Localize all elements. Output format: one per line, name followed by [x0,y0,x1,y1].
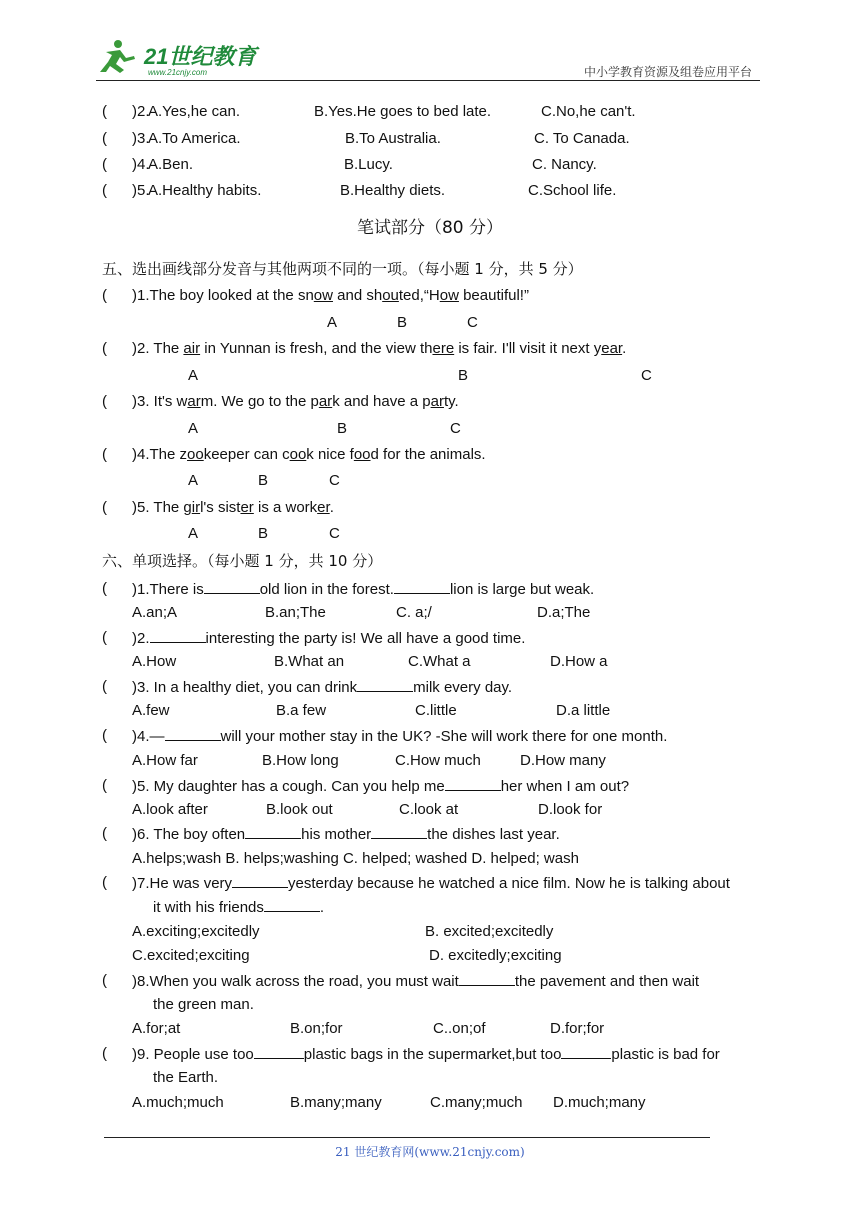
s6-q1-opt-c: C. a;/ [396,604,432,621]
s6-q8-opt-a: A.for;at [132,1020,181,1037]
listening-q3-b: B.To Australia. [345,130,441,147]
s6-q3-opt-d: D.a little [556,702,611,719]
site-logo [96,38,266,78]
answer-blank [204,579,260,594]
s6-q4-opt-d: D.How many [520,752,606,769]
s6-q4-opt-a: A.How far [132,752,198,769]
s6-q5-opt-c: C.look at [399,801,459,818]
s6-q1-stem: )1.There is old lion in the forest. lion is large but weak. [132,581,595,598]
s6-paren: ( [102,727,107,744]
s6-q1-opt-a: A.an;A [132,604,178,621]
s5-q3-label-c: C [450,420,461,437]
s6-q3-opt-b: B.a few [276,702,327,719]
s5-q4: )4.The zookeeper can cook nice food for the animals. [132,446,486,463]
answer-blank [561,1044,611,1059]
s6-q2-opt-b: B.What an [274,653,345,670]
s6-paren: ( [102,874,107,891]
s6-q5-opt-a: A.look after [132,801,208,818]
answer-blank [371,824,427,839]
s5-q1: )1.The boy looked at the snow and shouted,“How beautiful!” [132,287,529,304]
s6-q7-stem: )7.He was very yesterday because he watched a nice film. Now he is talking about [132,875,730,892]
s6-q1-opt-b: B.an;The [265,604,326,621]
written-part-title: 笔试部分（80 分） [356,218,504,238]
answer-blank [459,971,515,986]
header-platform-text: 中小学教育资源及组卷应用平台 [583,65,752,79]
listening-q4-b: B.Lucy. [344,156,393,173]
s5-q1-label-a: A [327,314,338,331]
s5-q5-label-c: C [329,525,340,542]
s6-q8-opt-d: D.for;for [550,1020,605,1037]
s5-q1-label-b: B [397,314,408,331]
listening-paren: ( [102,103,107,120]
s6-q9-opt-a: A.much;much [132,1094,224,1111]
listening-q4-c: C. Nancy. [532,156,597,173]
s6-q9-opt-d: D.much;many [553,1094,646,1111]
listening-q2-num: )2. [132,103,150,120]
s5-paren: ( [102,287,107,304]
answer-blank [445,776,501,791]
s6-q8-opt-c: C..on;of [433,1020,486,1037]
s6-q8-stem: )8.When you walk across the road, you must wait the pavement and then wait [132,973,700,990]
s5-paren: ( [102,393,107,410]
s6-q4-stem: )4.— will your mother stay in the UK? -She will work there for one month. [132,728,668,745]
listening-q5-c: C.School life. [528,182,617,199]
s6-q6-options: A.helps;wash B. helps;washing C. helped; washed D. helped; wash [132,850,579,867]
s6-paren: ( [102,825,107,842]
s6-q2-opt-a: A.How [132,653,177,670]
answer-blank [150,628,206,643]
s5-paren: ( [102,446,107,463]
listening-q3-c: C. To Canada. [534,130,630,147]
s5-q2-label-a: A [188,367,199,384]
listening-q4-a: A.Ben. [148,156,194,173]
listening-q2-c: C.No,he can't. [541,103,636,120]
s6-q9-stem: )9. People use too plastic bags in the supermarket,but too plastic is bad for [132,1046,720,1063]
header-divider [96,80,760,81]
s6-paren: ( [102,580,107,597]
listening-q5-b: B.Healthy diets. [340,182,446,199]
s6-q9-opt-c: C.many;much [430,1094,523,1111]
answer-blank [357,677,413,692]
s6-q5-opt-d: D.look for [538,801,603,818]
answer-blank [165,726,221,741]
s5-q3-label-b: B [337,420,348,437]
s5-paren: ( [102,340,107,357]
listening-paren: ( [102,130,107,147]
s6-q3-opt-a: A.few [132,702,170,719]
s5-q5-label-a: A [188,525,199,542]
s5-q4-label-b: B [258,472,269,489]
s6-q5-stem: )5. My daughter has a cough. Can you help me her when I am out? [132,778,630,795]
listening-q5-a: A.Healthy habits. [148,182,262,199]
s6-q3-opt-c: C.little [415,702,457,719]
s5-q2: )2. The air in Yunnan is fresh, and the view there is fair. I'll visit it next year. [132,340,627,357]
listening-q2-b: B.Yes.He goes to bed late. [314,103,492,120]
s6-paren: ( [102,972,107,989]
s5-q4-label-a: A [188,472,199,489]
s6-q4-opt-c: C.How much [395,752,481,769]
answer-blank [232,873,288,888]
s6-q7-stem-cont: it with his friends . [153,899,325,916]
s6-q7-opt-d: D. excitedly;exciting [429,947,562,964]
s6-q7-opt-a: A.exciting;excitedly [132,923,260,940]
listening-q2-a: A.Yes,he can. [148,103,241,120]
s5-q2-label-b: B [458,367,469,384]
s5-q3: )3. It's warm. We go to the park and have a party. [132,393,459,410]
s6-q2-stem: )2. interesting the party is! We all have a good time. [132,630,526,647]
svg-text:www.21cnjy.com: www.21cnjy.com [148,68,207,77]
section6-heading: 六、单项选择。（每小题 1 分，共 10 分） [102,552,383,570]
footer-text: 21 世纪教育网(www.21cnjy.com) [335,1145,525,1159]
s6-q9-opt-b: B.many;many [290,1094,382,1111]
runner-icon [100,40,135,73]
s6-q2-opt-d: D.How a [550,653,608,670]
listening-q4-num: )4. [132,156,150,173]
s6-q9-stem-cont: the Earth. [153,1069,219,1086]
listening-paren: ( [102,156,107,173]
section5-heading: 五、选出画线部分发音与其他两项不同的一项。（每小题 1 分，共 5 分） [102,260,583,278]
s6-paren: ( [102,1045,107,1062]
listening-q5-num: )5. [132,182,150,199]
svg-text:21世纪教育: 21世纪教育 [144,44,257,69]
footer-divider [104,1137,710,1138]
answer-blank [254,1044,304,1059]
answer-blank [245,824,301,839]
s6-q1-opt-d: D.a;The [537,604,591,621]
s6-paren: ( [102,629,107,646]
s5-q1-label-c: C [467,314,478,331]
s6-paren: ( [102,777,107,794]
s6-q4-opt-b: B.How long [262,752,339,769]
listening-paren: ( [102,182,107,199]
s6-q6-stem: )6. The boy often his mother the dishes last year. [132,826,560,843]
s6-paren: ( [102,678,107,695]
s5-paren: ( [102,499,107,516]
s5-q2-label-c: C [641,367,652,384]
listening-q3-num: )3. [132,130,150,147]
answer-blank [264,897,320,912]
s5-q5-label-b: B [258,525,269,542]
s5-q5: )5. The girl's sister is a worker. [132,499,334,516]
s6-q8-stem-cont: the green man. [153,996,254,1013]
s5-q4-label-c: C [329,472,340,489]
s5-q3-label-a: A [188,420,199,437]
s6-q7-opt-b: B. excited;excitedly [425,923,554,940]
s6-q8-opt-b: B.on;for [290,1020,343,1037]
listening-q3-a: A.To America. [148,130,241,147]
s6-q7-opt-c: C.excited;exciting [132,947,250,964]
answer-blank [394,579,450,594]
s6-q5-opt-b: B.look out [266,801,333,818]
s6-q2-opt-c: C.What a [408,653,471,670]
s6-q3-stem: )3. In a healthy diet, you can drink milk every day. [132,679,513,696]
